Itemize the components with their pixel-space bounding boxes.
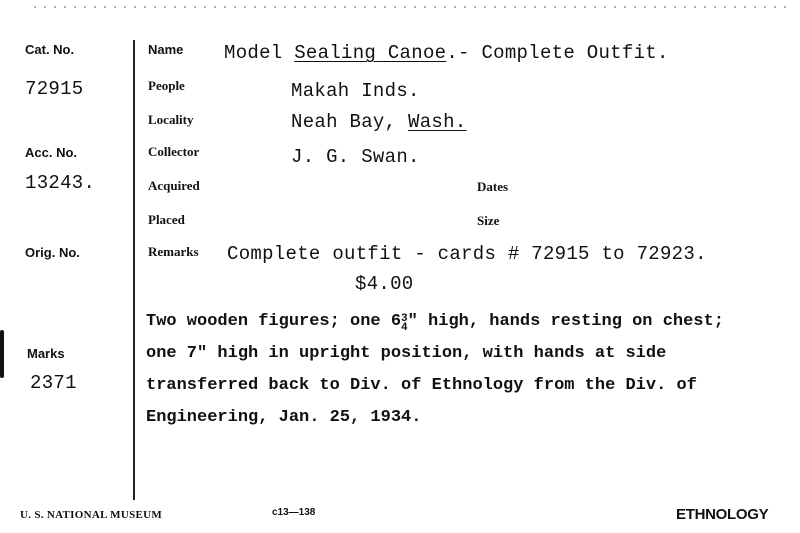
remarks-value: Complete outfit - cards # 72915 to 72923. [227, 243, 707, 265]
dates-label: Dates [477, 179, 509, 194]
people-label: People [148, 78, 185, 93]
orig-no-label: Orig. No. [25, 245, 80, 260]
name-value [224, 42, 669, 64]
cat-no-label: Cat. No. [25, 42, 75, 57]
cat-no-value: 72915 [25, 78, 84, 100]
collector-value: J. G. Swan. [291, 146, 420, 168]
name-label: Name [148, 42, 184, 57]
column-divider [133, 40, 135, 500]
locality-part-2: Wash. [408, 111, 467, 133]
acquired-label: Acquired [148, 178, 200, 193]
fraction-denominator: 4 [401, 322, 408, 334]
size-label: Size [477, 213, 500, 228]
description-line-2: one 7" high in upright position, with hands at side [146, 344, 667, 363]
acc-no-value: 13243. [25, 172, 96, 194]
description-line-1 [146, 312, 724, 333]
collector-label: Collector [148, 144, 200, 159]
description-line-4: Engineering, Jan. 25, 1934. [146, 408, 422, 427]
marks-label: Marks [27, 346, 65, 361]
description-line-3: transferred back to Div. of Ethnology from the Div. of [146, 376, 697, 395]
form-number: c13—138 [272, 507, 316, 518]
remarks-label: Remarks [148, 244, 199, 259]
fraction-numerator: 3 [401, 313, 408, 325]
placed-label: Placed [148, 212, 185, 227]
name-part-2: Sealing Canoe [294, 42, 447, 64]
perforation-edge [30, 6, 790, 8]
locality-part-1: Neah Bay, [291, 111, 409, 133]
fraction [401, 315, 408, 333]
edge-ink-mark [0, 330, 4, 378]
locality-label: Locality [148, 112, 194, 127]
marks-value: 2371 [30, 372, 77, 394]
description-line-1-a: Two wooden figures; one 6 [146, 312, 402, 331]
acc-no-label: Acc. No. [25, 145, 78, 160]
department-footer: ETHNOLOGY [676, 506, 769, 523]
locality-value [291, 111, 467, 133]
people-value: Makah Inds. [291, 80, 420, 102]
museum-footer: U. S. NATIONAL MUSEUM [20, 509, 163, 521]
name-part-1: Model [224, 42, 295, 64]
description-line-1-b: " high, hands resting on chest; [407, 312, 724, 331]
price-value: $4.00 [355, 273, 414, 295]
name-part-3: .- Complete Outfit. [446, 42, 669, 64]
